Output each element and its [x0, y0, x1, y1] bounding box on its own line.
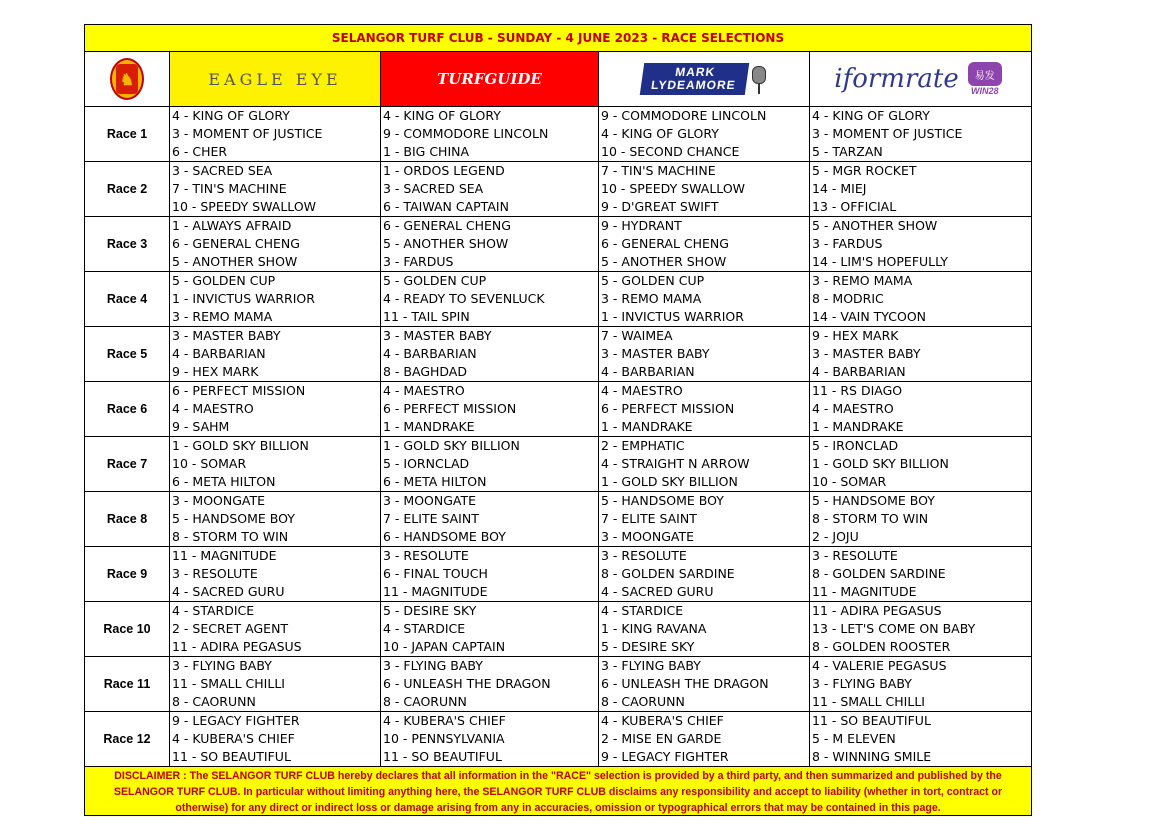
pick-entry: 4 - MAESTRO: [383, 383, 465, 398]
tipster-picks-cell: [599, 437, 810, 491]
pick-entry: 10 - SECOND CHANCE: [601, 144, 740, 159]
race-label: Race 7: [85, 437, 170, 491]
pick-entry: 3 - REMO MAMA: [601, 291, 702, 306]
pick-entry: 5 - HANDSOME BOY: [601, 493, 724, 508]
tipster-picks-cell: [810, 327, 1031, 381]
tipster-picks-cell: [170, 492, 381, 546]
pick-entry: 11 - SMALL CHILLI: [812, 694, 925, 709]
race-row: [85, 382, 1031, 437]
pick-entry: 8 - WINNING SMILE: [812, 749, 932, 764]
tipster-picks-cell: [170, 382, 381, 436]
pick-entry: 4 - KING OF GLORY: [601, 126, 719, 141]
tipster-picks-cell: [381, 217, 599, 271]
race-row: [85, 492, 1031, 547]
pick-entry: 14 - MIEJ: [812, 181, 867, 196]
pick-entry: 4 - BARBARIAN: [812, 364, 906, 379]
race-label: Race 6: [85, 382, 170, 436]
pick-entry: 1 - MANDRAKE: [812, 419, 904, 434]
mark-logo-line2: LYDEAMORE: [649, 78, 737, 92]
pick-entry: 3 - MOONGATE: [601, 529, 695, 544]
pick-entry: 8 - BAGHDAD: [383, 364, 467, 379]
tipster-picks-cell: [381, 437, 599, 491]
pick-entry: 4 - READY TO SEVENLUCK: [383, 291, 545, 306]
pick-entry: 11 - SO BEAUTIFUL: [383, 749, 502, 764]
pick-entry: 4 - KUBERA'S CHIEF: [601, 713, 724, 728]
tipster-picks-cell: [810, 712, 1031, 766]
pick-entry: 6 - UNLEASH THE DRAGON: [601, 676, 769, 691]
mark-lydeamore-logo: [639, 63, 748, 95]
race-label: Race 5: [85, 327, 170, 381]
pick-entry: 3 - SACRED SEA: [383, 181, 484, 196]
pick-entry: 6 - CHER: [172, 144, 228, 159]
pick-entry: 6 - GENERAL CHENG: [383, 218, 511, 233]
pick-entry: 9 - HEX MARK: [172, 364, 259, 379]
pick-entry: 4 - SACRED GURU: [601, 584, 714, 599]
tipster-picks-cell: [170, 327, 381, 381]
race-row: [85, 327, 1031, 382]
mark-logo-line1: MARK: [673, 65, 716, 79]
iformrate-logo-cell: [810, 52, 1031, 106]
pick-entry: 14 - VAIN TYCOON: [812, 309, 927, 324]
pick-entry: 5 - HANDSOME BOY: [172, 511, 295, 526]
pick-entry: 6 - GENERAL CHENG: [172, 236, 300, 251]
pick-entry: 3 - FLYING BABY: [383, 658, 483, 673]
tipster-picks-cell: [810, 492, 1031, 546]
tipster-picks-cell: [599, 382, 810, 436]
race-label: Race 4: [85, 272, 170, 326]
race-row: [85, 272, 1031, 327]
pick-entry: 5 - GOLDEN CUP: [172, 273, 276, 288]
race-label: Race 12: [85, 712, 170, 766]
pick-entry: 3 - RESOLUTE: [601, 548, 687, 563]
race-row: [85, 657, 1031, 712]
tipster-picks-cell: [381, 602, 599, 656]
tipster-picks-cell: [810, 107, 1031, 161]
pick-entry: 3 - MOONGATE: [383, 493, 477, 508]
pick-entry: 7 - WAIMEA: [601, 328, 673, 343]
pick-entry: 3 - FARDUS: [383, 254, 454, 269]
pick-entry: 1 - BIG CHINA: [383, 144, 470, 159]
pick-entry: 11 - MAGNITUDE: [383, 584, 488, 599]
pick-entry: 5 - ANOTHER SHOW: [383, 236, 509, 251]
pick-entry: 9 - COMMODORE LINCOLN: [383, 126, 549, 141]
tipster-picks-cell: [170, 272, 381, 326]
tipster-picks-cell: [599, 492, 810, 546]
pick-entry: 5 - IRONCLAD: [812, 438, 899, 453]
tipster-picks-cell: [599, 327, 810, 381]
pick-entry: 1 - INVICTUS WARRIOR: [601, 309, 744, 324]
tipster-picks-cell: [381, 382, 599, 436]
pick-entry: 4 - MAESTRO: [812, 401, 894, 416]
pick-entry: 5 - DESIRE SKY: [601, 639, 695, 654]
pick-entry: 1 - ORDOS LEGEND: [383, 163, 505, 178]
race-table: [85, 107, 1031, 767]
pick-entry: 4 - VALERIE PEGASUS: [812, 658, 947, 673]
pick-entry: 6 - GENERAL CHENG: [601, 236, 729, 251]
pick-entry: 3 - MASTER BABY: [172, 328, 281, 343]
pick-entry: 8 - STORM TO WIN: [172, 529, 289, 544]
turfguide-logo-cell: [381, 52, 599, 106]
tipster-picks-cell: [170, 602, 381, 656]
pick-entry: 10 - SPEEDY SWALLOW: [172, 199, 317, 214]
tipster-picks-cell: [810, 162, 1031, 216]
pick-entry: 11 - RS DIAGO: [812, 383, 903, 398]
race-label: Race 8: [85, 492, 170, 546]
pick-entry: 9 - HEX MARK: [812, 328, 899, 343]
pick-entry: 5 - ANOTHER SHOW: [172, 254, 298, 269]
pick-entry: 7 - TIN'S MACHINE: [601, 163, 716, 178]
tipster-picks-cell: [810, 272, 1031, 326]
pick-entry: 14 - LIM'S HOPEFULLY: [812, 254, 949, 269]
tipster-picks-cell: [170, 107, 381, 161]
tipster-picks-cell: [599, 107, 810, 161]
tipster-picks-cell: [170, 547, 381, 601]
tipster-picks-cell: [381, 712, 599, 766]
pick-entry: 3 - MASTER BABY: [601, 346, 710, 361]
pick-entry: 6 - UNLEASH THE DRAGON: [383, 676, 551, 691]
tipster-picks-cell: [599, 217, 810, 271]
pick-entry: 11 - TAIL SPIN: [383, 309, 470, 324]
microphone-icon: [752, 66, 766, 92]
pick-entry: 8 - CAORUNN: [383, 694, 467, 709]
pick-entry: 4 - MAESTRO: [601, 383, 683, 398]
pick-entry: 4 - KING OF GLORY: [812, 108, 930, 123]
pick-entry: 3 - MASTER BABY: [812, 346, 921, 361]
pick-entry: 10 - JAPAN CAPTAIN: [383, 639, 506, 654]
pick-entry: 4 - STRAIGHT N ARROW: [601, 456, 750, 471]
race-row: [85, 437, 1031, 492]
mark-lydeamore-logo-cell: [599, 52, 810, 106]
pick-entry: 11 - ADIRA PEGASUS: [812, 603, 942, 618]
pick-entry: 4 - STARDICE: [383, 621, 466, 636]
pick-entry: 4 - KUBERA'S CHIEF: [172, 731, 295, 746]
race-row: [85, 602, 1031, 657]
pick-entry: 1 - INVICTUS WARRIOR: [172, 291, 315, 306]
pick-entry: 7 - TIN'S MACHINE: [172, 181, 287, 196]
pick-entry: 6 - META HILTON: [172, 474, 276, 489]
pick-entry: 11 - SO BEAUTIFUL: [812, 713, 931, 728]
stc-logo: [110, 58, 144, 100]
pick-entry: 5 - DESIRE SKY: [383, 603, 477, 618]
tipster-picks-cell: [381, 272, 599, 326]
win28-chinese: 易发: [968, 62, 1002, 86]
pick-entry: 3 - REMO MAMA: [172, 309, 273, 324]
pick-entry: 6 - FINAL TOUCH: [383, 566, 488, 581]
race-row: [85, 162, 1031, 217]
pick-entry: 1 - MANDRAKE: [601, 419, 693, 434]
race-label: Race 3: [85, 217, 170, 271]
pick-entry: 3 - MOMENT OF JUSTICE: [172, 126, 323, 141]
pick-entry: 3 - MOMENT OF JUSTICE: [812, 126, 963, 141]
pick-entry: 7 - ELITE SAINT: [383, 511, 479, 526]
race-label: Race 10: [85, 602, 170, 656]
pick-entry: 10 - SOMAR: [172, 456, 247, 471]
pick-entry: 1 - GOLD SKY BILLION: [601, 474, 738, 489]
tipster-picks-cell: [599, 657, 810, 711]
pick-entry: 5 - GOLDEN CUP: [601, 273, 705, 288]
pick-entry: 4 - BARBARIAN: [172, 346, 266, 361]
pick-entry: 11 - MAGNITUDE: [812, 584, 917, 599]
pick-entry: 7 - ELITE SAINT: [601, 511, 697, 526]
pick-entry: 9 - SAHM: [172, 419, 230, 434]
tipster-picks-cell: [810, 217, 1031, 271]
pick-entry: 5 - TARZAN: [812, 144, 883, 159]
race-label: Race 9: [85, 547, 170, 601]
pick-entry: 6 - PERFECT MISSION: [601, 401, 735, 416]
pick-entry: 3 - FLYING BABY: [601, 658, 701, 673]
pick-entry: 5 - ANOTHER SHOW: [601, 254, 727, 269]
pick-entry: 4 - KING OF GLORY: [383, 108, 501, 123]
tipster-picks-cell: [170, 657, 381, 711]
pick-entry: 10 - SOMAR: [812, 474, 887, 489]
pick-entry: 5 - MGR ROCKET: [812, 163, 917, 178]
pick-entry: 3 - RESOLUTE: [383, 548, 469, 563]
pick-entry: 8 - GOLDEN SARDINE: [601, 566, 735, 581]
pick-entry: 3 - FARDUS: [812, 236, 883, 251]
win28-text: WIN28: [970, 86, 999, 96]
tipster-picks-cell: [381, 162, 599, 216]
race-label: Race 11: [85, 657, 170, 711]
pick-entry: 4 - SACRED GURU: [172, 584, 285, 599]
pick-entry: 3 - FLYING BABY: [812, 676, 912, 691]
tipster-picks-cell: [170, 712, 381, 766]
pick-entry: 2 - JOJU: [812, 529, 859, 544]
eagle-eye-logo-cell: [170, 52, 381, 106]
pick-entry: 4 - STARDICE: [172, 603, 255, 618]
pick-entry: 10 - PENNSYLVANIA: [383, 731, 505, 746]
tipster-picks-cell: [381, 657, 599, 711]
pick-entry: 8 - GOLDEN SARDINE: [812, 566, 946, 581]
pick-entry: 1 - GOLD SKY BILLION: [172, 438, 309, 453]
race-row: [85, 547, 1031, 602]
pick-entry: 3 - MASTER BABY: [383, 328, 492, 343]
tipster-picks-cell: [170, 437, 381, 491]
tipster-picks-cell: [599, 272, 810, 326]
race-row: [85, 712, 1031, 767]
pick-entry: 10 - SPEEDY SWALLOW: [601, 181, 746, 196]
pick-entry: 1 - GOLD SKY BILLION: [383, 438, 520, 453]
tipster-picks-cell: [170, 162, 381, 216]
pick-entry: 9 - D'GREAT SWIFT: [601, 199, 719, 214]
pick-entry: 2 - MISE EN GARDE: [601, 731, 722, 746]
pick-entry: 3 - REMO MAMA: [812, 273, 913, 288]
pick-entry: 11 - MAGNITUDE: [172, 548, 277, 563]
pick-entry: 4 - BARBARIAN: [601, 364, 695, 379]
pick-entry: 3 - FLYING BABY: [172, 658, 272, 673]
pick-entry: 8 - STORM TO WIN: [812, 511, 929, 526]
pick-entry: 8 - CAORUNN: [601, 694, 685, 709]
pick-entry: 6 - META HILTON: [383, 474, 487, 489]
pick-entry: 4 - STARDICE: [601, 603, 684, 618]
pick-entry: 2 - SECRET AGENT: [172, 621, 289, 636]
eagle-eye-logo: EAGLE EYE: [208, 69, 342, 89]
pick-entry: 6 - TAIWAN CAPTAIN: [383, 199, 509, 214]
pick-entry: 3 - RESOLUTE: [172, 566, 258, 581]
pick-entry: 9 - HYDRANT: [601, 218, 682, 233]
pick-entry: 6 - PERFECT MISSION: [383, 401, 517, 416]
tipster-picks-cell: [599, 712, 810, 766]
pick-entry: 8 - GOLDEN ROOSTER: [812, 639, 951, 654]
tipster-picks-cell: [599, 162, 810, 216]
horse-head-icon: ♞: [116, 64, 138, 94]
tipster-picks-cell: [381, 492, 599, 546]
tipster-picks-cell: [381, 107, 599, 161]
stc-logo-cell: [85, 52, 170, 106]
pick-entry: 9 - COMMODORE LINCOLN: [601, 108, 767, 123]
pick-entry: 9 - LEGACY FIGHTER: [172, 713, 300, 728]
pick-entry: 13 - OFFICIAL: [812, 199, 897, 214]
tipster-picks-cell: [810, 382, 1031, 436]
pick-entry: 5 - M ELEVEN: [812, 731, 896, 746]
pick-entry: 1 - GOLD SKY BILLION: [812, 456, 949, 471]
tipster-picks-cell: [381, 547, 599, 601]
tipster-picks-cell: [599, 602, 810, 656]
pick-entry: 11 - SO BEAUTIFUL: [172, 749, 291, 764]
tipster-picks-cell: [381, 327, 599, 381]
pick-entry: 11 - SMALL CHILLI: [172, 676, 285, 691]
tipster-picks-cell: [810, 437, 1031, 491]
pick-entry: 5 - GOLDEN CUP: [383, 273, 487, 288]
pick-entry: 2 - EMPHATIC: [601, 438, 685, 453]
race-label: Race 1: [85, 107, 170, 161]
pick-entry: 1 - KING RAVANA: [601, 621, 707, 636]
tipster-picks-cell: [599, 547, 810, 601]
race-label: Race 2: [85, 162, 170, 216]
tipster-picks-cell: [810, 602, 1031, 656]
pick-entry: 6 - HANDSOME BOY: [383, 529, 506, 544]
tipster-picks-cell: [810, 657, 1031, 711]
tipster-logo-row: [85, 52, 1031, 107]
tipster-picks-cell: [170, 217, 381, 271]
pick-entry: 5 - ANOTHER SHOW: [812, 218, 938, 233]
race-row: [85, 107, 1031, 162]
pick-entry: 9 - LEGACY FIGHTER: [601, 749, 729, 764]
pick-entry: 13 - LET'S COME ON BABY: [812, 621, 976, 636]
pick-entry: 11 - ADIRA PEGASUS: [172, 639, 302, 654]
pick-entry: 5 - HANDSOME BOY: [812, 493, 935, 508]
disclaimer: DISCLAIMER : The SELANGOR TURF CLUB hereby declares that all information in the "RACE" selection is provided by a third party, and then summarized and published by the SELANGOR TURF CLUB. In particular without limiting anything here, the SELANGOR TURF CLUB disclaims any responsibility and accept to liability (whether in tort, contract or otherwise) for any direct or indirect loss or damage arising from any in accuracies, omission or typographical errors that may be contained in this page.: [85, 767, 1031, 815]
pick-entry: 4 - KUBERA'S CHIEF: [383, 713, 506, 728]
page-title: SELANGOR TURF CLUB - SUNDAY - 4 JUNE 2023 - RACE SELECTIONS: [85, 25, 1031, 52]
pick-entry: 3 - RESOLUTE: [812, 548, 898, 563]
pick-entry: 5 - IORNCLAD: [383, 456, 470, 471]
pick-entry: 6 - PERFECT MISSION: [172, 383, 306, 398]
pick-entry: 3 - SACRED SEA: [172, 163, 273, 178]
tipster-picks-cell: [810, 547, 1031, 601]
pick-entry: 4 - KING OF GLORY: [172, 108, 290, 123]
race-row: [85, 217, 1031, 272]
pick-entry: 8 - CAORUNN: [172, 694, 256, 709]
race-selections-sheet: [84, 24, 1032, 816]
pick-entry: 4 - BARBARIAN: [383, 346, 477, 361]
iformrate-logo: iformrate: [834, 64, 959, 94]
pick-entry: 8 - MODRIC: [812, 291, 884, 306]
pick-entry: 3 - MOONGATE: [172, 493, 266, 508]
pick-entry: 1 - MANDRAKE: [383, 419, 475, 434]
win28-logo: [963, 57, 1007, 101]
pick-entry: 1 - ALWAYS AFRAID: [172, 218, 292, 233]
pick-entry: 4 - MAESTRO: [172, 401, 254, 416]
turfguide-logo: TURFGUIDE: [437, 70, 542, 88]
